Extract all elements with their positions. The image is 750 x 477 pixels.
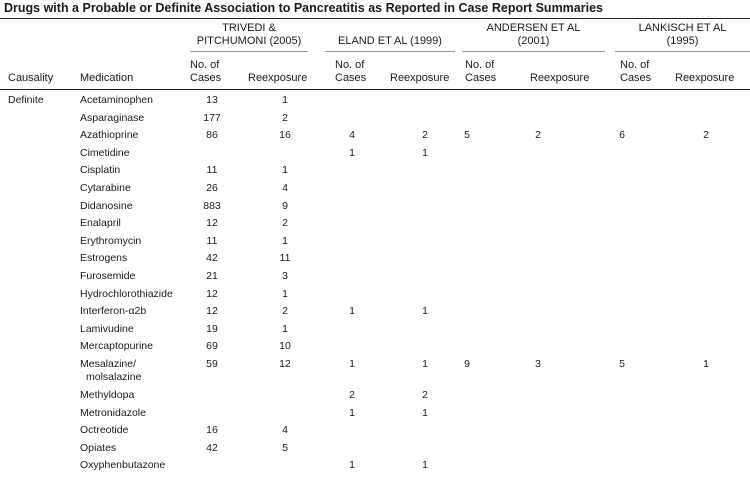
cases-cell: 11 (206, 234, 218, 247)
cases-cell: 177 (203, 111, 221, 124)
column-header-line: No. of (190, 59, 220, 71)
column-header-line: No. of (465, 59, 495, 71)
reexposure-cell: 1 (282, 94, 288, 106)
medication-name: Opiates (80, 441, 117, 454)
table-row (0, 270, 750, 288)
cases-cell: 19 (206, 322, 218, 335)
medication-name: Mercaptopurine (80, 340, 153, 353)
column-header-cases (335, 59, 366, 85)
header-rule (0, 89, 750, 90)
medication-cell (80, 112, 144, 125)
cases-cell: 6 (619, 129, 625, 142)
column-header-medication: Medication (80, 72, 134, 84)
column-header-cases (620, 59, 651, 85)
reexposure-cell: 1 (703, 358, 709, 370)
table-row (0, 442, 750, 460)
reexposure-cell: 9 (282, 199, 288, 212)
reexposure-cell: 2 (535, 129, 541, 142)
medication-name: Metronidazole (80, 406, 146, 419)
medication-name: Asparaginase (80, 111, 145, 124)
cases-cell: 5 (464, 129, 470, 142)
reexposure-cell: 1 (422, 146, 428, 159)
group-rule (615, 51, 750, 52)
reexposure-cell: 12 (279, 358, 291, 370)
medication-cell (80, 424, 128, 437)
reexposure-cell: 1 (282, 322, 288, 335)
table-row (0, 407, 750, 425)
reexposure-cell: 4 (282, 182, 288, 194)
table-row (0, 94, 750, 112)
medication-name: Acetaminophen (80, 94, 153, 106)
table-row (0, 217, 750, 235)
medication-cell (80, 305, 146, 318)
medication-cell (80, 182, 131, 195)
medication-name-continued: molsalazine (86, 371, 142, 383)
reexposure-cell: 2 (703, 129, 709, 142)
medication-name: Azathioprine (80, 129, 139, 142)
medication-cell (80, 340, 153, 353)
medication-cell (80, 164, 120, 177)
reexposure-cell: 2 (282, 217, 288, 230)
cases-cell: 1 (349, 358, 355, 370)
column-header-line: Cases (190, 72, 222, 84)
cases-cell: 2 (349, 389, 355, 401)
medication-name: Hydrochlorothiazide (80, 287, 173, 300)
reexposure-cell: 11 (279, 252, 291, 265)
reexposure-cell: 2 (282, 111, 288, 124)
medication-name: Octreotide (80, 424, 129, 437)
cases-cell: 4 (349, 129, 355, 142)
medication-cell (80, 288, 173, 301)
group-header-line: ANDERSEN ET AL (486, 22, 581, 34)
medication-name: Oxyphenbutazone (80, 459, 166, 472)
medication-cell (80, 252, 127, 265)
medication-cell (80, 129, 138, 142)
column-header-line: No. of (335, 59, 365, 71)
table-row (0, 340, 750, 358)
group-header-line: TRIVEDI & (222, 22, 276, 34)
medication-name: Erythromycin (80, 234, 142, 247)
reexposure-cell: 10 (279, 340, 291, 353)
cases-cell: 5 (619, 358, 625, 370)
group-rule (190, 51, 308, 52)
cases-cell: 12 (206, 287, 218, 300)
medication-cell (80, 200, 133, 213)
reexposure-cell: 16 (279, 129, 291, 142)
medication-cell (80, 217, 121, 230)
cases-cell: 86 (206, 129, 218, 142)
medication-cell (80, 358, 141, 384)
medication-cell (80, 235, 141, 248)
cases-cell: 11 (206, 164, 218, 177)
reexposure-cell: 4 (282, 424, 288, 437)
column-header-cases (465, 59, 496, 85)
table-row (0, 389, 750, 407)
medication-name: Didanosine (80, 199, 133, 212)
column-header-line: Cases (335, 72, 367, 84)
medication-cell (80, 407, 146, 420)
medication-name: Estrogens (80, 252, 128, 265)
table-row (0, 424, 750, 442)
reexposure-cell: 1 (422, 406, 428, 419)
table-row (0, 129, 750, 147)
reexposure-cell: 3 (535, 358, 541, 370)
table-row (0, 252, 750, 270)
table-row (0, 323, 750, 341)
cases-cell: 883 (203, 199, 221, 212)
medication-cell (80, 323, 134, 336)
column-header-reexposure: Reexposure (530, 72, 590, 84)
column-header-causality: Causality (8, 72, 54, 84)
group-rule (325, 51, 455, 52)
group-header-line: (2001) (517, 35, 550, 47)
cases-cell: 26 (206, 182, 218, 194)
medication-name: Cytarabine (80, 182, 131, 194)
reexposure-cell: 3 (282, 270, 288, 282)
group-header-trivedi (190, 22, 308, 48)
cases-cell: 16 (206, 424, 218, 437)
reexposure-cell: 1 (282, 234, 288, 247)
medication-cell (80, 389, 134, 402)
medication-name: Enalapril (80, 217, 121, 230)
table-row (0, 358, 750, 389)
reexposure-cell: 1 (422, 459, 428, 472)
cases-cell: 1 (349, 459, 355, 472)
column-header-line: Cases (465, 72, 497, 84)
group-header-line: PITCHUMONI (2005) (196, 35, 302, 47)
cases-cell: 1 (349, 146, 355, 159)
cases-cell: 9 (464, 358, 470, 370)
group-header-line: (1995) (666, 35, 699, 47)
column-header-reexposure: Reexposure (248, 72, 308, 84)
column-header-line: No. of (620, 59, 650, 71)
cases-cell: 42 (206, 441, 218, 454)
table-row (0, 459, 750, 477)
medication-cell (80, 147, 130, 160)
column-header-cases (190, 59, 221, 85)
cases-cell: 42 (206, 252, 218, 265)
cases-cell: 12 (206, 217, 218, 230)
reexposure-cell: 5 (282, 441, 288, 454)
reexposure-cell: 1 (282, 164, 288, 177)
table-row (0, 305, 750, 323)
group-rule (462, 51, 605, 52)
table-row (0, 112, 750, 130)
medication-cell (80, 459, 165, 472)
reexposure-cell: 1 (422, 358, 428, 370)
medication-name: Cimetidine (80, 146, 130, 159)
medication-name: Methyldopa (80, 389, 135, 401)
group-header-andersen (462, 22, 605, 48)
medication-cell (80, 442, 116, 455)
column-header-line: Cases (620, 72, 652, 84)
table-row (0, 235, 750, 253)
cases-cell: 59 (206, 358, 218, 370)
table-row (0, 182, 750, 200)
cases-cell: 1 (349, 305, 355, 318)
medication-name: Cisplatin (80, 164, 121, 177)
cases-cell: 21 (206, 270, 218, 282)
medication-name: Lamivudine (80, 322, 134, 335)
cases-cell: 1 (349, 406, 355, 419)
medication-name: Interferon-α2b (80, 305, 147, 318)
reexposure-cell: 1 (422, 305, 428, 318)
medication-name: Furosemide (80, 270, 136, 282)
column-header-reexposure: Reexposure (390, 72, 450, 84)
reexposure-cell: 2 (422, 389, 428, 401)
table-row (0, 200, 750, 218)
reexposure-cell: 2 (282, 305, 288, 318)
group-header-lankisch (615, 22, 750, 48)
table-row (0, 288, 750, 306)
medication-cell (80, 270, 135, 283)
cases-cell: 12 (206, 305, 218, 318)
reexposure-cell: 1 (282, 287, 288, 300)
table-title: Drugs with a Probable or Definite Association to Pancreatitis as Reported in Case Report Summaries (4, 1, 603, 15)
medication-name: Mesalazine/ (80, 358, 137, 370)
cases-cell: 13 (206, 94, 218, 106)
cases-cell: 69 (206, 340, 218, 353)
table-row (0, 147, 750, 165)
column-header-reexposure: Reexposure (675, 72, 735, 84)
group-header-eland (325, 35, 455, 48)
medication-cell (80, 94, 153, 107)
causality-cell: Definite (8, 94, 44, 106)
reexposure-cell: 2 (422, 129, 428, 142)
group-header-line: ELAND ET AL (1999) (338, 35, 442, 47)
table-row (0, 164, 750, 182)
group-header-line: LANKISCH ET AL (638, 22, 727, 34)
title-rule (0, 18, 750, 19)
